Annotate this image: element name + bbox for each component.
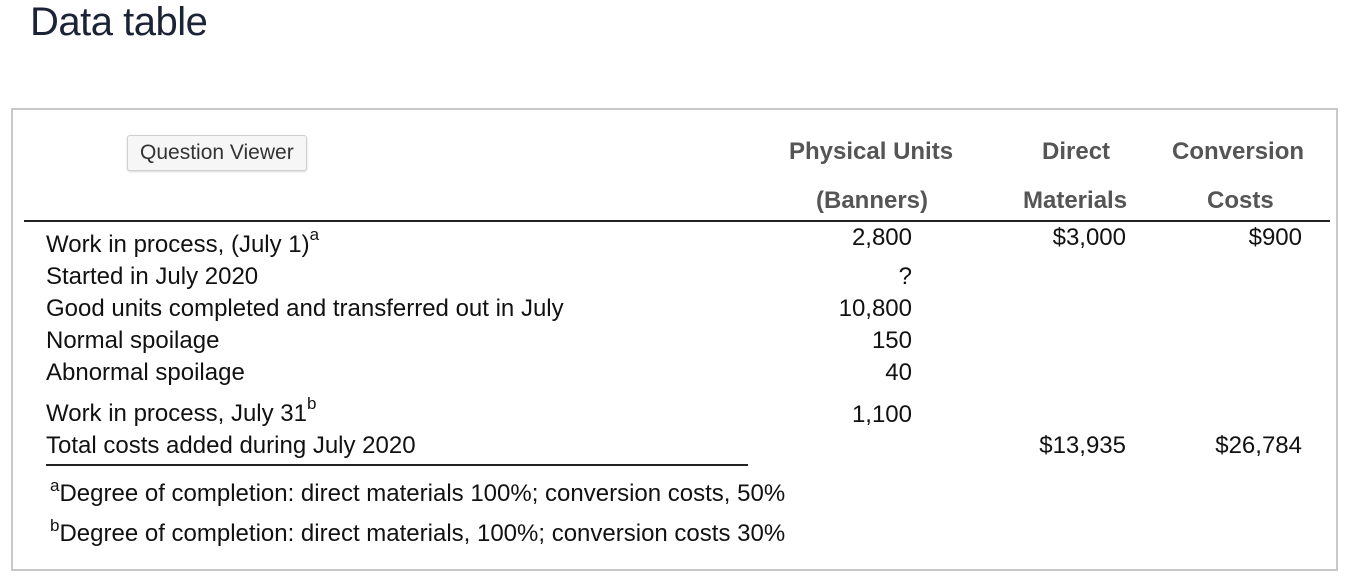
row-label: Work in process, (July 1)$^a$ [46,225,320,258]
header-costs: Costs [1207,187,1274,214]
row-label: Normal spoilage [46,327,220,354]
units-cell: 150 [871,327,912,354]
footnote-b: $^b$Degree of completion: direct materials, 100%; conversion costs 30% [50,516,786,547]
header-direct: Direct [1042,138,1111,165]
units-cell: 40 [885,359,912,386]
row-label: Abnormal spoilage [46,359,245,386]
units-cell: 10,800 [838,295,912,322]
direct-materials-cell: $13,935 [1039,432,1126,459]
footnote-a: $^a$Degree of completion: direct materials 100%; conversion costs, 50% [50,476,786,507]
conversion-costs-cell: $26,784 [1215,432,1302,459]
header-banners: (Banners) [816,187,929,214]
header-materials: Materials [1023,187,1128,214]
units-cell: 2,800 [851,224,912,251]
question-viewer-tooltip: Question Viewer [127,135,307,171]
header-physical-units: Physical Units [789,138,954,165]
row-label: Total costs added during July 2020 [46,432,416,459]
conversion-costs-cell: $900 [1248,224,1302,251]
page-title: Data table [30,0,208,44]
units-cell: ? [898,263,912,290]
table-bottom-rule [46,464,748,466]
header-rule [24,220,1330,222]
row-label: Started in July 2020 [46,263,259,290]
data-table-panel [11,108,1338,571]
row-label: Good units completed and transferred out in July [46,295,564,322]
direct-materials-cell: $3,000 [1052,224,1126,251]
header-conversion: Conversion [1172,138,1305,165]
units-cell: 1,100 [851,401,912,428]
row-label: Work in process, July 31$^b$ [46,394,317,427]
